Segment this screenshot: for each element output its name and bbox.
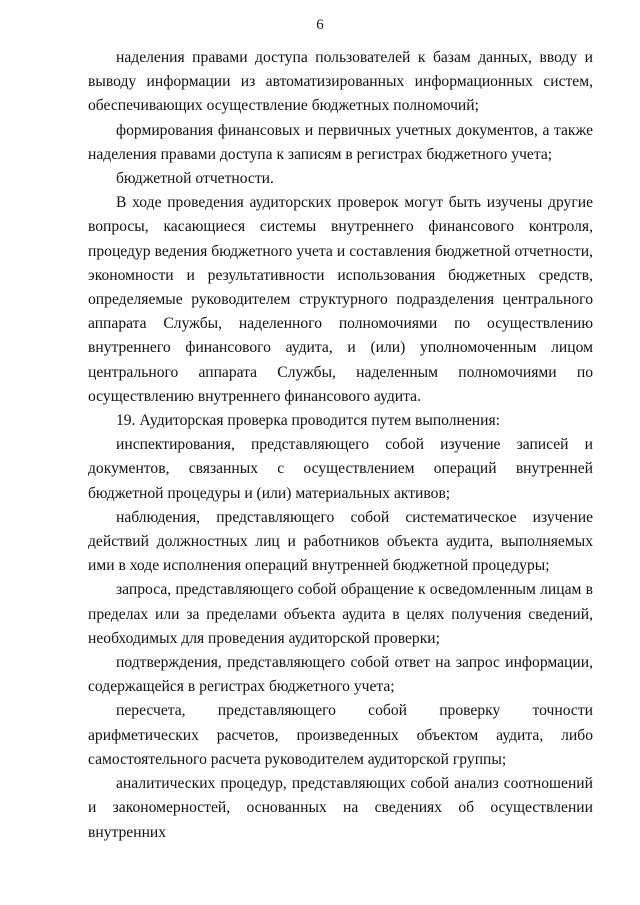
paragraph-observation: наблюдения, представляющего собой систематическое изучение действий должностных лиц и работников объекта аудита, выполняемых ими в ходе исполнения операций внутренней бюджетной процедуры; — [88, 508, 593, 575]
paragraph-budget-reporting: бюджетной отчетности. — [116, 170, 274, 188]
page-number: 6 — [316, 17, 324, 33]
paragraph-audit-scope: В ходе проведения аудиторских проверок могут быть изучены другие вопросы, касающиеся системы внутреннего финансового контроля, процедур ведения бюджетного учета и составления бюджетной отчетности, экономности и результативности использования бюджетных средств, определяемые руководителем структурного подразделения центрального аппарата Службы, наделенного полномочиями по осуществлению внутреннего финансового аудита, и (или) уполномоченным лицом центрального аппарата Службы, наделенным полномочиями по осуществлению внутреннего финансового аудита. — [88, 194, 593, 405]
paragraph-inspection: инспектирования, представляющего собой изучение записей и документов, связанных с осуществлением операций внутренней бюджетной процедуры и (или) материальных активов; — [88, 436, 593, 502]
paragraph-recalculation: пересчета, представляющего собой проверку точности арифметических расчетов, произведенных объектом аудита, либо самостоятельного расчета руководителем аудиторской группы; — [88, 702, 593, 768]
paragraph-confirmation: подтверждения, представляющего собой ответ на запрос информации, содержащейся в регистрах бюджетного учета; — [88, 654, 593, 696]
paragraph-financial-documents: формирования финансовых и первичных учетных документов, а также наделения правами доступа к записям в регистрах бюджетного учета; — [88, 121, 593, 163]
paragraph-inquiry: запроса, представляющего собой обращение к осведомленным лицам в пределах или за пределами объекта аудита в целях получения сведений, необходимых для проведения аудиторской проверки; — [88, 581, 593, 647]
document-body — [88, 46, 593, 845]
paragraph-section-19: 19. Аудиторская проверка проводится путем выполнения: — [116, 412, 500, 430]
paragraph-access-rights: наделения правами доступа пользователей к базам данных, вводу и выводу информации из автоматизированных информационных систем, обеспечивающих осуществление бюджетных полномочий; — [88, 49, 593, 115]
paragraph-analytical-procedures: аналитических процедур, представляющих собой анализ соотношений и закономерностей, основанных на сведениях об осуществлении внутренних — [88, 775, 593, 841]
